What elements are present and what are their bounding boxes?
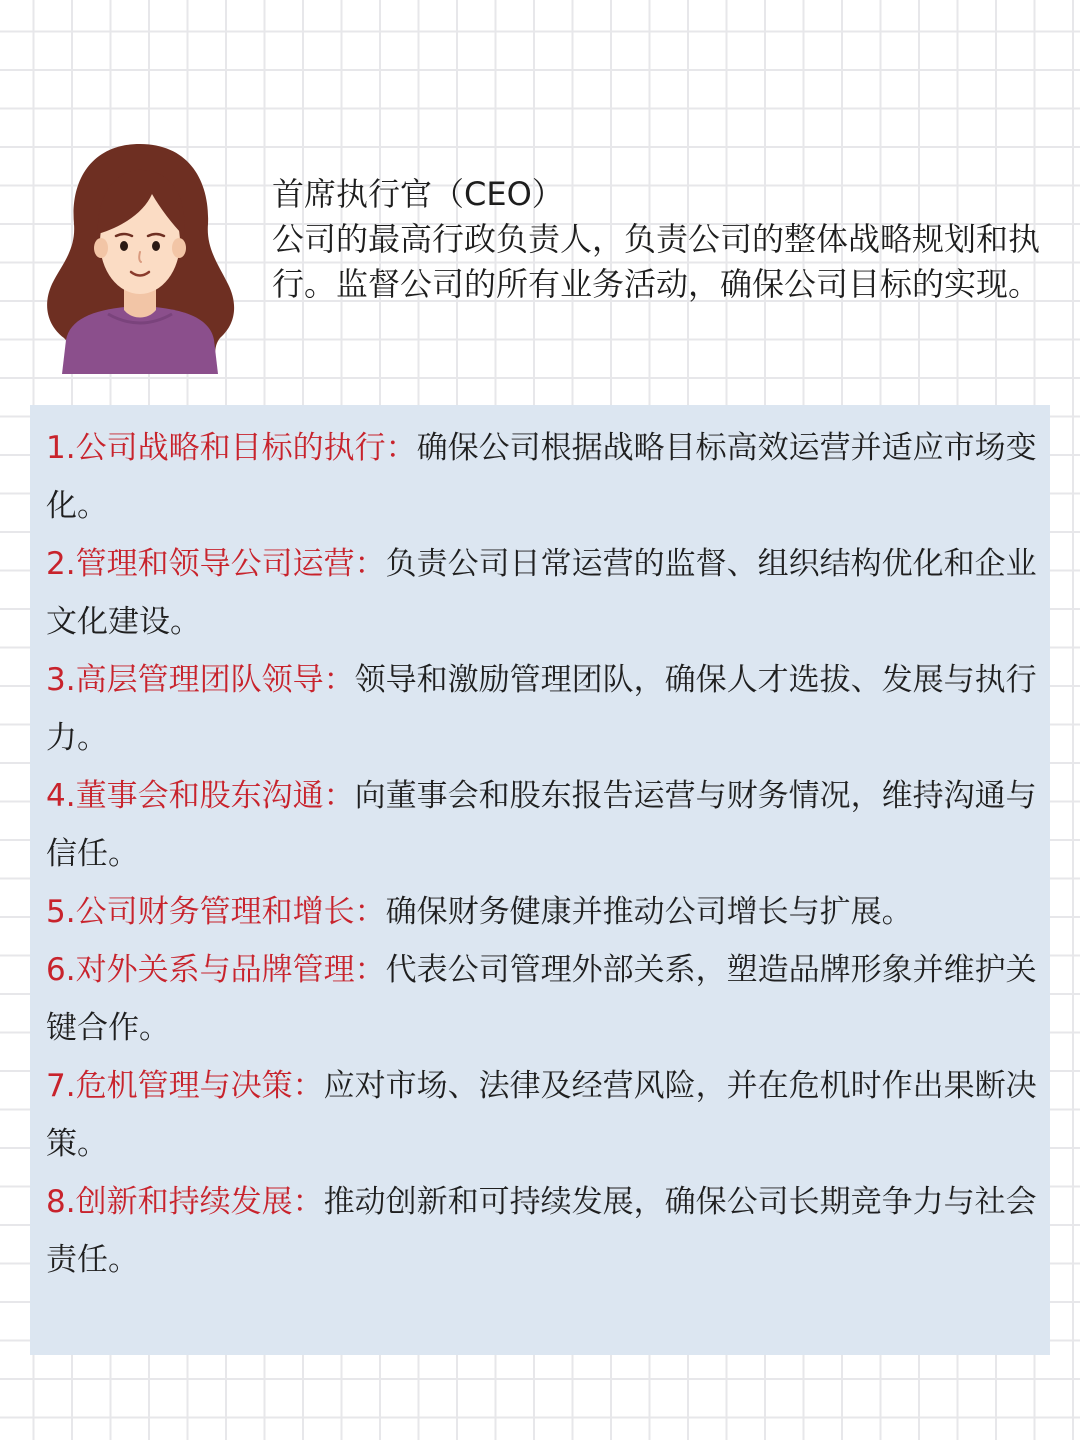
duty-number: 6. [46,952,76,988]
duty-heading: 创新和持续发展 [75,1184,293,1220]
duty-item [46,767,1042,883]
duty-number: 7. [46,1068,76,1104]
duty-number: 1. [46,430,76,466]
duty-heading: 危机管理与决策 [75,1068,293,1104]
duty-number: 8. [46,1184,76,1220]
duty-separator: ： [292,1184,324,1220]
duty-text: 向董事会和股东报告运营与财务情况，维持沟通与信任。 [46,778,1037,872]
duty-separator: ： [354,952,386,988]
duty-heading: 对外关系与品牌管理 [75,952,355,988]
ear-right [172,238,186,258]
duties-panel [30,405,1050,1355]
duty-number: 5. [46,894,76,930]
duty-heading: 管理和领导公司运营 [75,546,355,582]
duty-number: 4. [46,778,76,814]
duty-item [46,1057,1042,1173]
duty-item [46,535,1042,651]
duty-item [46,651,1042,767]
duty-text: 应对市场、法律及经营风险，并在危机时作出果断决策。 [46,1068,1037,1162]
duty-heading: 高层管理团队领导 [75,662,324,698]
duty-separator: ： [323,662,355,698]
duty-text: 代表公司管理外部关系，塑造品牌形象并维护关键合作。 [46,952,1037,1046]
duty-text: 领导和激励管理团队，确保人才选拔、发展与执行力。 [46,662,1037,756]
intro [272,172,1042,307]
duty-heading: 公司战略和目标的执行 [75,430,386,466]
duty-text: 推动创新和可持续发展，确保公司长期竞争力与社会责任。 [46,1184,1037,1278]
duty-text: 确保财务健康并推动公司增长与扩展。 [385,894,913,930]
eye-right [152,241,160,251]
duty-number: 3. [46,662,76,698]
duty-number: 2. [46,546,76,582]
duty-item [46,419,1042,535]
duty-separator: ： [323,778,355,814]
duty-list [30,405,1042,1289]
duty-separator: ： [354,894,386,930]
duty-heading: 董事会和股东沟通 [75,778,324,814]
role-description: 公司的最高行政负责人，负责公司的整体战略规划和执行。监督公司的所有业务活动，确保公司目标的实现。 [272,220,1041,303]
avatar [40,138,240,374]
duty-separator: ： [385,430,417,466]
duty-item [46,1173,1042,1289]
duty-text: 确保公司根据战略目标高效运营并适应市场变化。 [46,430,1037,524]
duty-separator: ： [292,1068,324,1104]
duty-heading: 公司财务管理和增长 [75,894,355,930]
eye-left [120,241,128,251]
duty-text: 负责公司日常运营的监督、组织结构优化和企业文化建设。 [46,546,1037,640]
role-title: 首席执行官（CEO） [272,175,564,213]
duty-separator: ： [354,546,386,582]
ear-left [94,238,108,258]
duty-item [46,941,1042,1057]
duty-item [46,883,1042,941]
